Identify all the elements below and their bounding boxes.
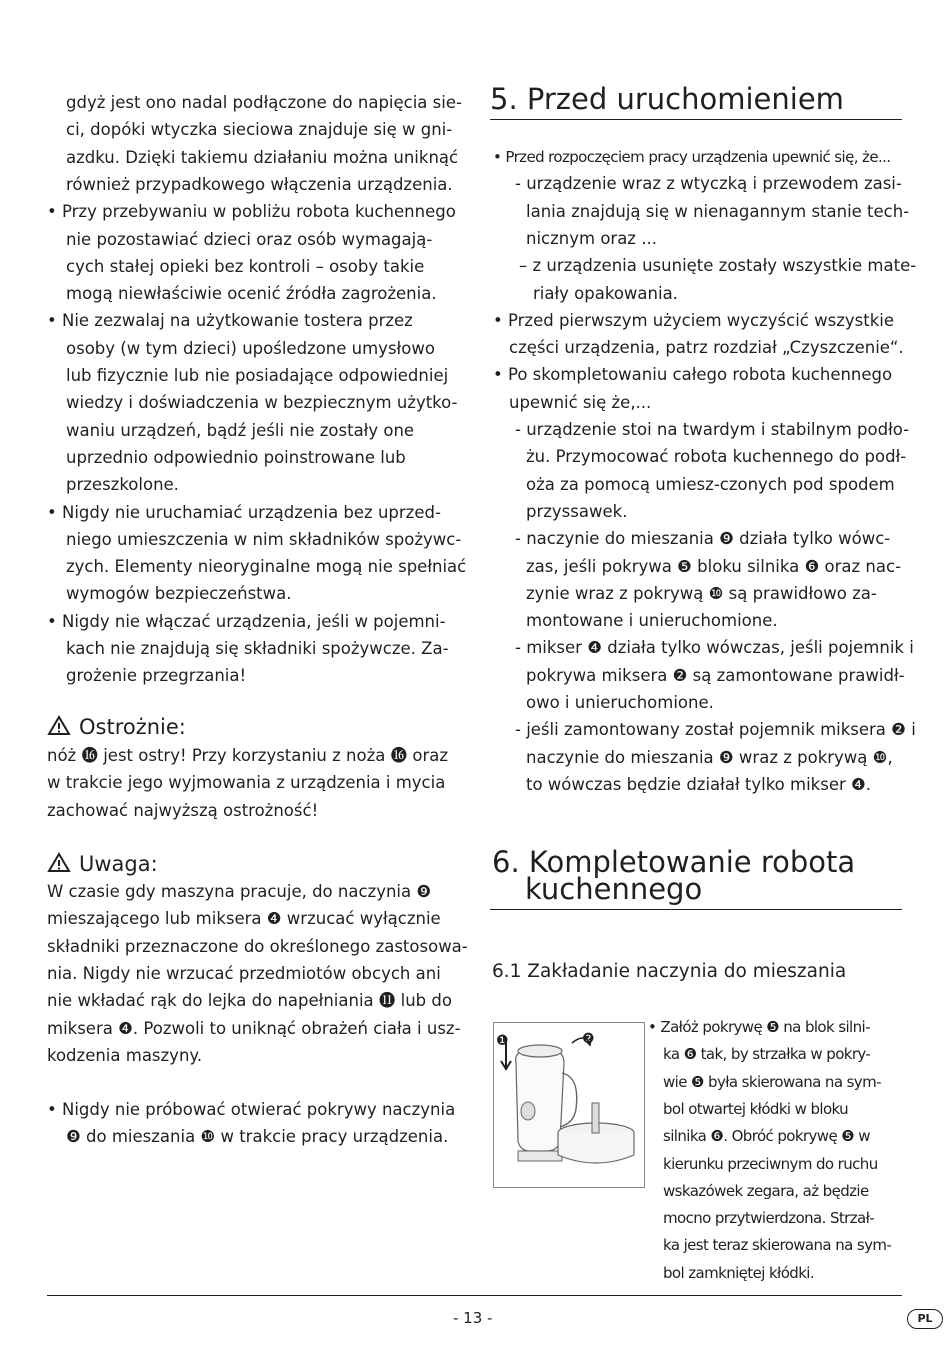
warning-text-line: W czasie gdy maszyna pracuje, do naczynia ❾ [47,882,432,901]
left-text-line: również przypadkowego włączenia urządzenia. [66,174,453,194]
left-text-line: • Nigdy nie uruchamiać urządzenia bez uprzed- [47,502,441,522]
warning-text-line: nie wkładać rąk do lejka do napełniania ⓫ lub do [47,991,452,1011]
section-6-1-text-line: wie ❺ była skierowana na sym- [663,1072,881,1091]
section-5-text-line: owo i unieruchomione. [526,693,714,712]
section-5-text-line: • Przed pierwszym użyciem wyczyścić wszystkie [493,310,894,330]
warning-text-line: mieszającego lub miksera ❹ wrzucać wyłącznie [47,909,441,929]
left-text-line: zych. Elementy nieoryginalne mogą nie spełniać [66,557,467,577]
section-6-1-text-line: bol otwartej kłódki w bloku [663,1099,849,1118]
caution-text-line: w trakcie jego wyjmowania z urządzenia i mycia [47,773,446,793]
section-6-1-title: 6.1 Zakładanie naczynia do mieszania [492,961,847,982]
section-5-text-line: naczynie do mieszania ❾ wraz z pokrywą ❿, [526,747,893,767]
warning-triangle-icon [47,715,71,736]
warning-heading [47,852,158,876]
section-6-1-text-line: bol zamkniętej kłódki. [663,1263,815,1282]
section-5-text-line: żu. Przymocować robota kuchennego do podł- [526,447,907,467]
left-text-line: uprzednio odpowiednio poinstrowane lub [66,447,406,467]
section-6-title-line2: kuchennego [525,872,703,906]
left-text-line: ci, dopóki wtyczka sieciowa znajduje się w gni- [66,120,453,140]
section-5-text-line: przyssawek. [526,501,628,521]
section-6-1-text-line: silnika ❻. Obróć pokrywę ❺ w [663,1127,870,1146]
left-last-line: ❾ do mieszania ❿ w trakcie pracy urządzenia. [66,1127,449,1147]
left-text-line: • Przy przebywaniu w pobliżu robota kuchennego [47,202,456,222]
section-5-text-line: • Przed rozpoczęciem pracy urządzenia upewnić się, że... [493,148,891,166]
section-5-text-line: montowane i unieruchomione. [526,611,778,631]
left-text-line: cych stałej opieki bez kontroli – osoby takie [66,256,425,276]
left-text-line: przeszkolone. [66,475,179,495]
section-5-title: 5. Przed uruchomieniem [490,82,844,116]
caution-text-line: nóż ⓰ jest ostry! Przy korzystaniu z noża ⓰ oraz [47,746,448,765]
left-text-line: gdyż jest ono nadal podłączone do napięcia sie- [66,93,462,112]
section-6-1-text-line: • Załóż pokrywę ❺ na blok silni- [648,1018,870,1036]
section-6-1-text-line: ka jest teraz skierowana na sym- [663,1236,892,1255]
warning-text-line: miksera ❹. Pozwoli to uniknąć obrażeń ciała i usz- [47,1018,461,1038]
section-6-1-text-line: mocno przytwierdzona. Strzał- [663,1209,875,1228]
section-5-text-line: zas, jeśli pokrywa ❺ bloku silnika ❻ oraz nac- [526,556,902,576]
section-5-text-line: - urządzenie stoi na twardym i stabilnym podło- [515,420,910,439]
figure-label-2: ❷ [582,1031,595,1047]
section-5-text-line: pokrywa miksera ❷ są zamontowane prawidł- [526,665,905,685]
left-text-line: nie pozostawiać dzieci oraz osób wymagają- [66,229,433,249]
section-5-text-line: nicznym oraz ... [526,228,657,248]
section-5-text-line: oża za pomocą umiesz-czonych pod spodem [526,474,895,494]
section-5-text-line: upewnić się że,... [509,392,652,412]
left-last-line: • Nigdy nie próbować otwierać pokrywy naczynia [47,1100,456,1119]
section-5-text-line: to wówczas będzie działał tylko mikser ❹. [526,774,872,794]
section-5-text-line: - mikser ❹ działa tylko wówczas, jeśli pojemnik i [515,638,914,658]
section-6-1-text-line: wskazówek zegara, aż będzie [663,1181,869,1200]
figure-label-1: ❶ [496,1033,509,1049]
left-text-line: grożenie przegrzania! [66,666,247,686]
section-5-text-line: riały opakowania. [533,283,678,303]
left-text-line: niego umieszczenia w nim składników spożywc- [66,529,462,549]
footer-rule [47,1295,902,1296]
section-5-text-line: • Po skompletowaniu całego robota kuchennego [493,365,893,385]
section-6-title-line1: 6. Kompletowanie robota [492,845,856,879]
section-6-1-text-line: kierunku przeciwnym do ruchu [663,1154,878,1173]
left-text-line: lub fizycznie lub nie posiadające odpowiedniej [66,366,449,385]
caution-heading-label: Ostrożnie: [79,715,186,739]
section-6-1-text-line: ka ❻ tak, by strzałka w pokry- [663,1045,871,1064]
left-text-line: wymogów bezpieczeństwa. [66,584,292,604]
left-text-line: • Nie zezwalaj na użytkowanie tostera przez [47,311,413,331]
section-5-text-line: - urządzenie wraz z wtyczką i przewodem zasi- [515,174,902,194]
section-5-text-line: części urządzenia, patrz rozdział „Czyszczenie“. [509,338,904,358]
left-text-line: mogą niewłaściwie ocenić źródła zagrożenia. [66,284,437,304]
warning-text-line: kodzenia maszyny. [47,1045,203,1065]
section-5-text-line: zynie wraz z pokrywą ❿ są prawidłowo za- [526,583,877,603]
warning-text-line: nia. Nigdy nie wrzucać przedmiotów obcych ani [47,963,441,983]
section-5-rule [490,119,902,120]
caution-heading [47,715,186,739]
assembly-figure [493,1022,645,1188]
left-text-line: kach nie znajdują się składniki spożywcze. Za- [66,639,449,658]
section-5-text-line: lania znajdują się w nienagannym stanie tech- [526,201,910,221]
section-6-rule [490,909,902,910]
warning-text-line: składniki przeznaczone do określonego zastosowa- [47,936,468,956]
page-number: - 13 - [453,1309,493,1327]
left-text-line: wiedzy i doświadczenia w bezpiecznym użytko- [66,393,458,413]
section-5-text-line: - naczynie do mieszania ❾ działa tylko wówc- [515,529,891,549]
section-5-text-line: – z urządzenia usunięte zostały wszystkie mate- [519,256,917,276]
language-badge: PL [907,1309,943,1329]
caution-text-line: zachować najwyższą ostrożność! [47,800,319,820]
left-text-line: azdku. Dzięki takiemu działaniu można uniknąć [66,147,459,167]
warning-triangle-icon [47,852,71,873]
left-text-line: osoby (w tym dzieci) upośledzone umysłowo [66,338,435,358]
section-5-text-line: - jeśli zamontowany został pojemnik miksera ❷ i [515,720,916,740]
left-text-line: • Nigdy nie włączać urządzenia, jeśli w pojemni- [47,611,446,631]
warning-heading-label: Uwaga: [79,852,158,876]
left-text-line: waniu urządzeń, bądź jeśli nie zostały one [66,420,415,440]
blender-bowl-illustration [494,1023,644,1187]
